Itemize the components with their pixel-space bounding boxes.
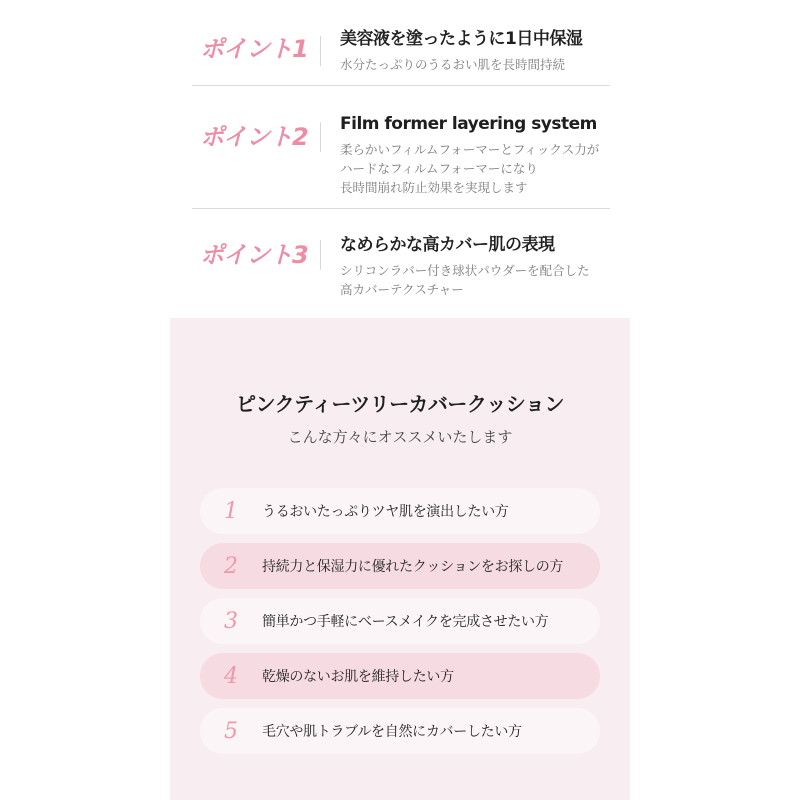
item-text: 毛穴や肌トラブルを自然にカバーしたい方 bbox=[262, 724, 522, 740]
divider-vertical bbox=[320, 240, 321, 270]
item-number: 1 bbox=[224, 498, 238, 524]
point-1-title: 美容液を塗ったように1日中保湿 bbox=[340, 29, 583, 49]
point-1-body bbox=[320, 24, 610, 74]
divider-vertical bbox=[320, 36, 321, 66]
point-2-desc-line: 長時間崩れ防止効果を実現します bbox=[340, 180, 528, 195]
item-text: うるおいたっぷりツヤ肌を演出したい方 bbox=[262, 504, 509, 520]
recommend-title bbox=[170, 388, 630, 417]
recommend-subtitle: こんな方々にオススメいたします bbox=[287, 428, 513, 446]
item-number: 5 bbox=[224, 718, 238, 744]
divider-horizontal bbox=[192, 85, 610, 86]
point-3-desc-line: シリコンラバー付き球状パウダーを配合した bbox=[340, 263, 590, 278]
recommend-panel bbox=[170, 318, 630, 800]
divider-vertical bbox=[320, 122, 321, 152]
point-2-label: ポイント2 bbox=[200, 123, 308, 151]
list-item bbox=[200, 653, 600, 699]
point-2-body bbox=[320, 114, 610, 197]
item-number: 3 bbox=[224, 608, 238, 634]
divider-horizontal bbox=[192, 208, 610, 209]
point-3-desc-line: 高カバーテクスチャー bbox=[340, 282, 464, 297]
item-number: 2 bbox=[224, 553, 238, 579]
point-1-desc bbox=[340, 55, 610, 74]
item-text: 簡単かつ手軽にベースメイクを完成させたい方 bbox=[262, 614, 549, 630]
list-item bbox=[200, 488, 600, 534]
point-3-label: ポイント3 bbox=[200, 241, 308, 269]
item-number: 4 bbox=[224, 663, 238, 689]
point-2-desc-line: ハードなフィルムフォーマーになり bbox=[340, 161, 538, 176]
point-2-desc-line: 柔らかいフィルムフォーマーとフィックス力が bbox=[340, 142, 600, 157]
point-3-body bbox=[320, 230, 610, 299]
point-3 bbox=[192, 230, 610, 299]
item-text: 乾燥のないお肌を維持したい方 bbox=[262, 669, 454, 685]
point-3-title: なめらかな高カバー肌の表現 bbox=[340, 235, 555, 255]
point-3-desc bbox=[340, 261, 610, 299]
item-text: 持続力と保湿力に優れたクッションをお探しの方 bbox=[262, 559, 564, 575]
point-2-desc bbox=[340, 140, 610, 197]
point-2-title: Film former layering system bbox=[340, 114, 597, 134]
point-1-desc-line: 水分たっぷりのうるおい肌を長時間持続 bbox=[340, 57, 566, 72]
point-1-label: ポイント1 bbox=[200, 35, 308, 63]
list-item bbox=[200, 708, 600, 754]
point-1 bbox=[192, 24, 610, 74]
list-item bbox=[200, 598, 600, 644]
point-2 bbox=[192, 114, 610, 197]
list-item bbox=[200, 543, 600, 589]
recommend-title-text: ピンクティーツリーカバークッション bbox=[236, 388, 564, 417]
